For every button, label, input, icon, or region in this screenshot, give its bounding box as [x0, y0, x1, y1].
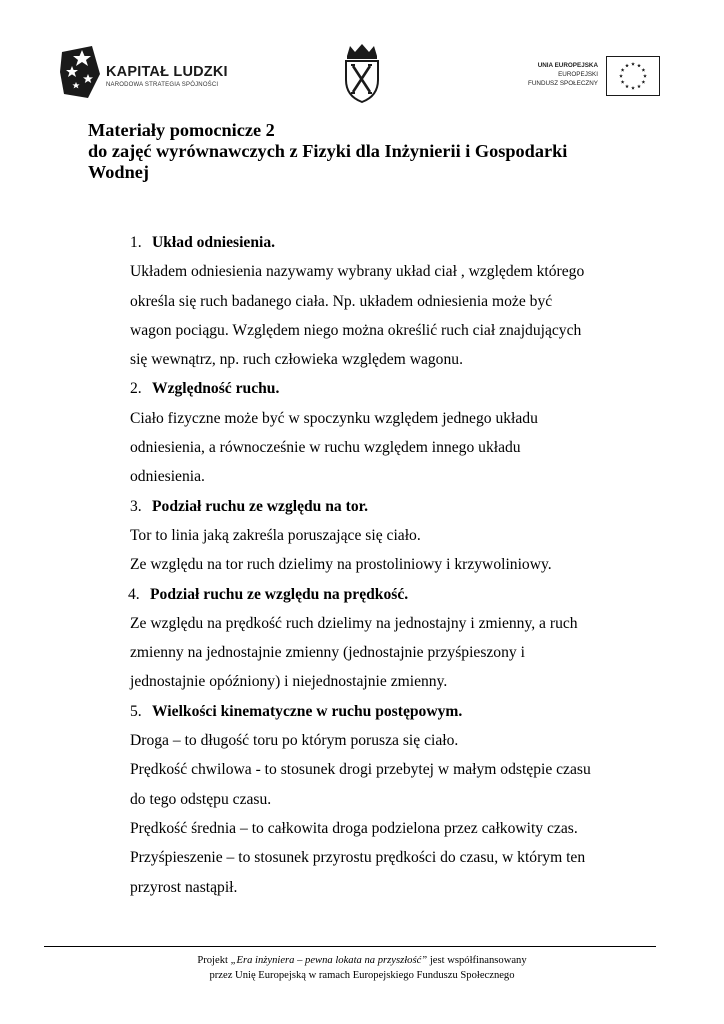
footer-divider [44, 946, 656, 947]
paragraph-line: Tor to linia jaką zakreśla poruszające się ciało. [130, 526, 421, 544]
paragraph-line: odniesienia. [130, 468, 205, 486]
paragraph-line: odniesienia, a równocześnie w ruchu względem innego układu [130, 439, 521, 457]
footer-suffix: jest współfinansowany [427, 955, 527, 966]
kapital-ludzki-logo [58, 44, 248, 100]
section-heading-text: Wielkości kinematyczne w ruchu postępowym. [152, 702, 463, 720]
footer-line-1 [44, 953, 680, 968]
university-crest-icon [341, 42, 383, 104]
kapital-ludzki-subtitle: NARODOWA STRATEGIA SPÓJNOŚCI [106, 82, 219, 88]
title-line-3: Wodnej [88, 162, 149, 182]
paragraph-line: jednostajnie opóźniony) i niejednostajnie zmienny. [130, 673, 448, 691]
section-heading [130, 374, 690, 403]
footer-prefix: Projekt [197, 955, 231, 966]
document-title [88, 120, 688, 183]
section-number: 1. [130, 234, 142, 251]
paragraph-line: Ciało fizyczne może być w spoczynku względem jednego układu [130, 409, 538, 427]
eu-line-1: UNIA EUROPEJSKA [537, 62, 598, 69]
section-heading-text: Podział ruchu ze względu na prędkość. [150, 585, 409, 603]
kapital-ludzki-title: KAPITAŁ LUDZKI [106, 64, 228, 80]
section-heading-text: Układ odniesienia. [152, 234, 276, 251]
section-number: 2. [130, 380, 142, 398]
human-capital-stars-icon [58, 44, 104, 100]
section-heading [130, 228, 690, 257]
eu-efs-logo [510, 56, 660, 96]
eu-line-3: FUNDUSZ SPOŁECZNY [528, 80, 598, 87]
section-heading [130, 492, 690, 521]
section-number: 4. [128, 585, 140, 603]
footer [44, 953, 680, 983]
paragraph-line: Przyśpieszenie – to stosunek przyrostu prędkości do czasu, w którym ten [130, 849, 586, 867]
document-body [130, 228, 690, 902]
section-number: 3. [130, 497, 142, 515]
footer-project-name: „Era inżyniera – pewna lokata na przyszłość” [230, 955, 428, 966]
university-crest-logo [341, 42, 383, 109]
paragraph-line: się wewnątrz, np. ruch człowieka względem wagonu. [130, 351, 463, 369]
paragraph-line: zmienny na jednostajnie zmienny (jednostajnie przyśpieszony i [130, 644, 525, 662]
footer-line-2: przez Unię Europejską w ramach Europejskiego Funduszu Społecznego [209, 970, 515, 981]
paragraph-line: Układem odniesienia nazywamy wybrany układ ciał , względem którego [130, 263, 585, 281]
paragraph-line: Prędkość średnia – to całkowita droga podzielona przez całkowity czas. [130, 819, 578, 837]
paragraph-line: Ze względu na prędkość ruch dzielimy na jednostajny i zmienny, a ruch [130, 614, 578, 632]
paragraph-line: wagon pociągu. Względem niego można określić ruch ciał znajdujących [130, 321, 582, 339]
section-heading [128, 580, 690, 609]
eu-line-2: EUROPEJSKI [558, 71, 598, 78]
eu-flag-icon [606, 56, 660, 96]
paragraph-line: Prędkość chwilowa - to stosunek drogi przebytej w małym odstępie czasu [130, 761, 591, 779]
paragraph-line: Droga – to długość toru po którym porusza się ciało. [130, 732, 459, 750]
paragraph-line: przyrost nastąpił. [130, 878, 238, 896]
section-heading [130, 697, 690, 726]
paragraph-line: Ze względu na tor ruch dzielimy na prostoliniowy i krzywoliniowy. [130, 556, 552, 574]
section-number: 5. [130, 702, 142, 720]
paragraph-line: określa się ruch badanego ciała. Np. układem odniesienia może być [130, 292, 553, 310]
section-heading-text: Względność ruchu. [152, 380, 280, 398]
title-line-2: do zajęć wyrównawczych z Fizyki dla Inżynierii i Gospodarki [88, 141, 568, 161]
paragraph-line: do tego odstępu czasu. [130, 790, 272, 808]
section-heading-text: Podział ruchu ze względu na tor. [152, 497, 368, 515]
title-line-1: Materiały pomocnicze 2 [88, 120, 275, 140]
